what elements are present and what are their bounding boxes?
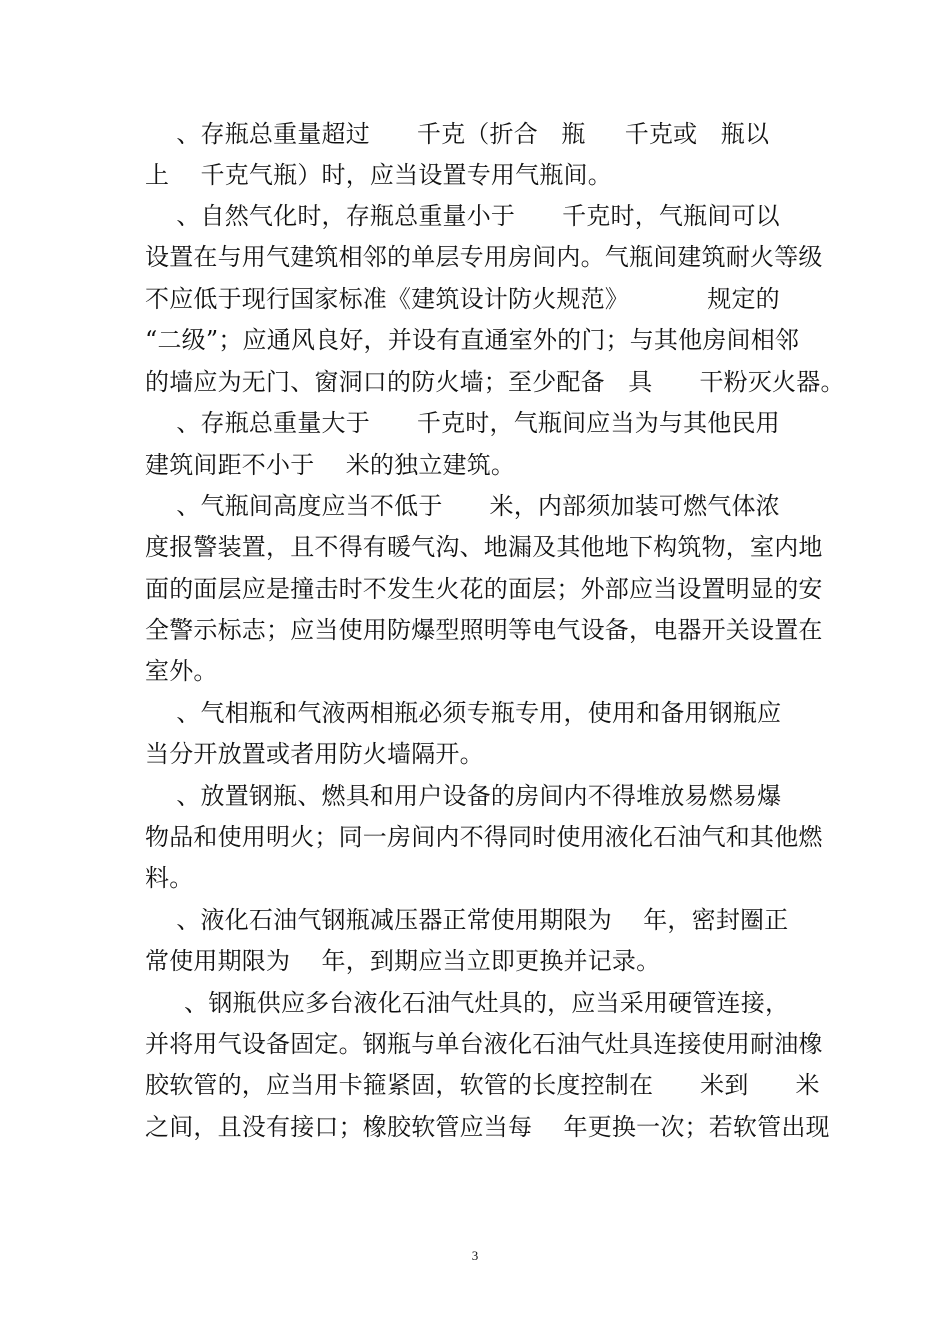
text-line: 、存瓶总重量大于 千克时，气瓶间应当为与其他民用 — [145, 409, 780, 437]
text-line: 常使用期限为 年，到期应当立即更换并记录。 — [145, 947, 661, 975]
text-line: “二级”；应通风良好，并设有直通室外的门；与其他房间相邻 — [145, 326, 800, 354]
text-line: 、气相瓶和气液两相瓶必须专瓶专用，使用和备用钢瓶应 — [145, 699, 782, 727]
text-line: 、存瓶总重量超过 千克（折合 瓶 千克或 瓶以 — [145, 120, 770, 148]
text-line: 设置在与用气建筑相邻的单层专用房间内。气瓶间建筑耐火等级 — [145, 243, 823, 271]
text-line: 当分开放置或者用防火墙隔开。 — [145, 740, 484, 768]
text-line: 物品和使用明火；同一房间内不得同时使用液化石油气和其他燃 — [145, 823, 823, 851]
text-line: 不应低于现行国家标准《建筑设计防火规范》 规定的 — [145, 285, 780, 313]
text-line: 胶软管的，应当用卡箍紧固，软管的长度控制在 米到 米 — [145, 1071, 820, 1099]
text-line: 、液化石油气钢瓶减压器正常使用期限为 年，密封圈正 — [145, 906, 789, 934]
text-line: 室外。 — [145, 657, 218, 685]
text-line: 度报警装置，且不得有暖气沟、地漏及其他地下构筑物，室内地 — [145, 533, 823, 561]
text-line: 之间，且没有接口；橡胶软管应当每 年更换一次；若软管出现 — [145, 1113, 830, 1141]
text-line: 、自然气化时，存瓶总重量小于 千克时，气瓶间可以 — [145, 202, 780, 230]
text-line: 上 千克气瓶）时，应当设置专用气瓶间。 — [145, 161, 612, 189]
text-line: 并将用气设备固定。钢瓶与单台液化石油气灶具连接使用耐油橡 — [145, 1030, 823, 1058]
text-line: 、气瓶间高度应当不低于 米，内部须加装可燃气体浓 — [145, 492, 780, 520]
text-line: 面的面层应是撞击时不发生火花的面层；外部应当设置明显的安 — [145, 575, 823, 603]
text-line: 全警示标志；应当使用防爆型照明等电气设备，电器开关设置在 — [145, 616, 823, 644]
page-number: 3 — [471, 1248, 479, 1263]
text-line: 、放置钢瓶、燃具和用户设备的房间内不得堆放易燃易爆 — [145, 782, 782, 810]
text-line: 、钢瓶供应多台液化石油气灶具的，应当采用硬管连接， — [145, 989, 790, 1017]
text-line: 的墙应为无门、窗洞口的防火墙；至少配备 具 干粉灭火器。 — [145, 368, 845, 396]
text-line: 建筑间距不小于 米的独立建筑。 — [145, 451, 516, 479]
text-line: 料。 — [145, 864, 194, 892]
